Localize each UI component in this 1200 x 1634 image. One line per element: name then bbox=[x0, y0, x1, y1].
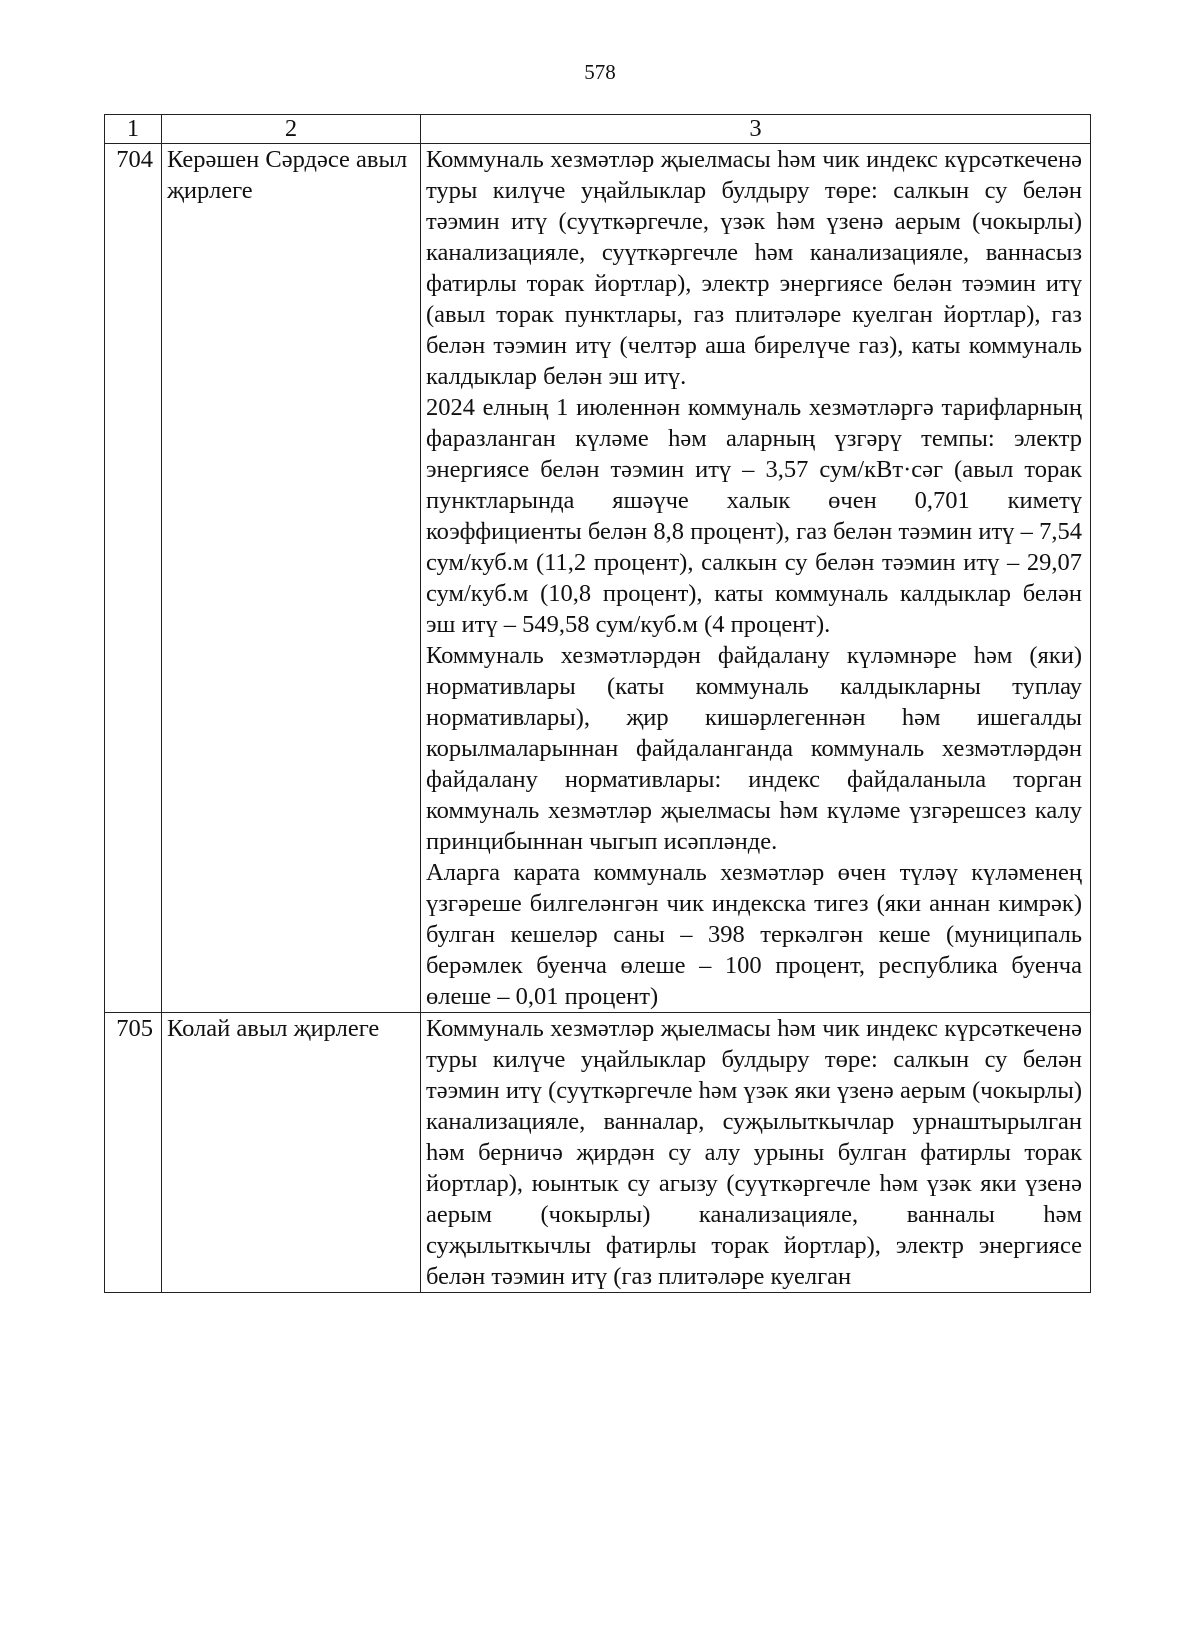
table-row bbox=[105, 1013, 1091, 1293]
description-paragraph: Коммуналь хезмәтләрдән файдалану күләмнәре һәм (яки) нормативлары (каты коммуналь калдыкларны туплау нормативлары), җир кишәрлегеннән һәм ишегалды корылмаларыннан файдаланганда коммуналь хезмәтләрдән файдалану нормативлары: индекс файдаланыла торган коммуналь хезмәтләр җыелмасы һәм күләме үзгәрешсез калу принцибыннан чыгып исәпләнде. bbox=[426, 642, 1082, 855]
description-cell bbox=[421, 1013, 1091, 1293]
settlement-name: Колай авыл җирлеге bbox=[162, 1013, 421, 1293]
data-table bbox=[104, 114, 1091, 1293]
column-header-3: 3 bbox=[421, 115, 1091, 144]
description-paragraph: Коммуналь хезмәтләр җыелмасы һәм чик индекс күрсәткеченә туры килүче уңайлыклар булдыру төре: салкын су белән тәэмин итү (суүткәргечле, үзәк һәм үзенә аерым (чокырлы) канализацияле, суүткәргечле һәм канализацияле, ваннасыз фатирлы торак йортлар), электр энергиясе белән тәэмин итү (авыл торак пунктлары, газ плитәләре куелган йортлар), газ белән тәэмин итү (челтәр аша бирелүче газ), каты коммуналь калдыклар белән эш итү. bbox=[426, 146, 1082, 390]
table-row bbox=[105, 144, 1091, 1013]
page-number: 578 bbox=[584, 60, 616, 84]
description-paragraph: 2024 елның 1 июленнән коммуналь хезмәтләргә тарифларның фаразланган күләме һәм аларның үзгәрү темпы: электр энергиясе белән тәэмин итү – 3,57 сум/кВт·сәг (авыл торак пунктларында яшәүче халык өчен 0,701 киметү коэффициенты белән 8,8 процент), газ белән тәэмин итү – 7,54 сум/куб.м (11,2 процент), салкын су белән тәэмин итү – 29,07 сум/куб.м (10,8 процент), каты коммуналь калдыклар белән эш итү – 549,58 сум/куб.м (4 процент). bbox=[426, 394, 1082, 638]
description-paragraph: Аларга карата коммуналь хезмәтләр өчен түләү күләменең үзгәреше билгеләнгән чик индекска тигез (яки аннан кимрәк) булган кешеләр саны – 398 теркәлгән кеше (муниципаль берәмлек буенча өлеше – 100 процент, республика буенча өлеше – 0,01 процент) bbox=[426, 859, 1082, 1010]
description-cell bbox=[421, 144, 1091, 1013]
row-number: 704 bbox=[105, 144, 162, 1013]
column-header-1: 1 bbox=[105, 115, 162, 144]
row-number: 705 bbox=[105, 1013, 162, 1293]
settlement-name: Керәшен Сәрдәсе авыл җирлеге bbox=[162, 144, 421, 1013]
header-row bbox=[105, 115, 1091, 144]
description-paragraph: Коммуналь хезмәтләр җыелмасы һәм чик индекс күрсәткеченә туры килүче уңайлыклар булдыру төре: салкын су белән тәэмин итү (суүткәргечле һәм үзәк яки үзенә аерым (чокырлы) канализацияле, ванналар, суҗылыткычлар урнаштырылган һәм берничә җирдән су алу урыны булган фатирлы торак йортлар), юынтык су агызу (суүткәргечле һәм үзәк яки үзенә аерым (чокырлы) канализацияле, ванналы һәм суҗылыткычлы фатирлы торак йортлар), электр энергиясе белән тәэмин итү (газ плитәләре куелган bbox=[426, 1015, 1082, 1290]
column-header-2: 2 bbox=[162, 115, 421, 144]
